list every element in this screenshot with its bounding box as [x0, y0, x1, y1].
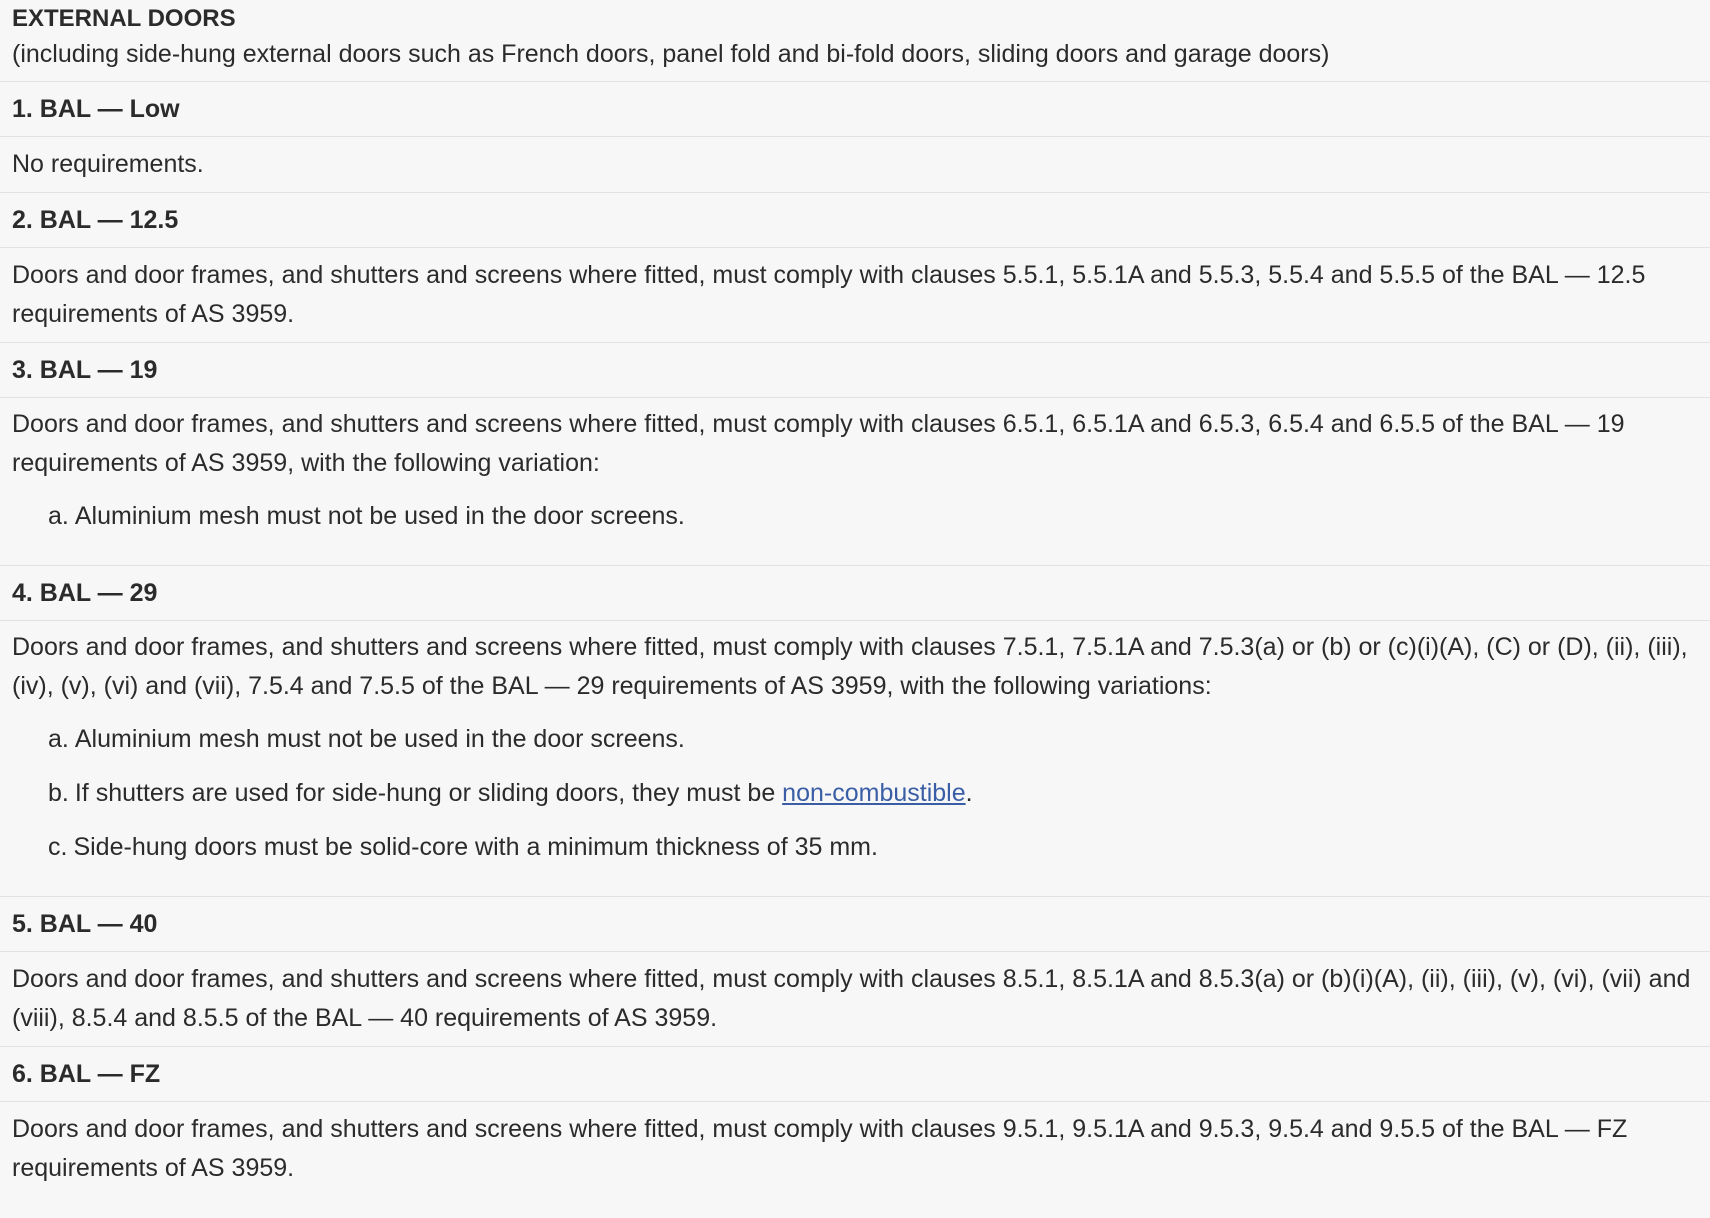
list-item-text: Aluminium mesh must not be used in the door screens.	[74, 502, 685, 530]
section-heading-bal-29: 4. BAL — 29	[0, 566, 1710, 621]
section-body-bal-12-5	[0, 248, 1710, 343]
section-text: Doors and door frames, and shutters and screens where fitted, must comply with clauses 6.5.1, 6.5.1A and 6.5.3, 6.5.4 and 6.5.5 of the BAL — 19 requirements of AS 3959, with the following variation:	[12, 410, 1625, 477]
section-body-bal-19	[0, 398, 1710, 566]
section-text: No requirements.	[12, 150, 204, 178]
section-body-bal-low	[0, 137, 1710, 193]
list-item	[48, 720, 1698, 758]
list-marker: a.	[48, 502, 69, 530]
list-item	[48, 774, 1698, 812]
section-text: Doors and door frames, and shutters and screens where fitted, must comply with clauses 5.5.1, 5.5.1A and 5.5.3, 5.5.4 and 5.5.5 of the BAL — 12.5 requirements of AS 3959.	[12, 261, 1646, 328]
page-title: EXTERNAL DOORS	[12, 5, 236, 32]
section-text: Doors and door frames, and shutters and screens where fitted, must comply with clauses 9.5.1, 9.5.1A and 9.5.3, 9.5.4 and 9.5.5 of the BAL — FZ requirements of AS 3959.	[12, 1115, 1628, 1182]
variation-list	[12, 720, 1698, 866]
list-marker: b.	[48, 779, 69, 807]
list-item	[48, 497, 1698, 535]
list-item	[48, 828, 1698, 866]
title-block	[0, 0, 1710, 82]
section-heading-bal-19: 3. BAL — 19	[0, 343, 1710, 398]
section-body-bal-40	[0, 952, 1710, 1047]
list-item-text-suffix: .	[965, 779, 973, 807]
section-heading-bal-low: 1. BAL — Low	[0, 82, 1710, 137]
section-heading-bal-fz: 6. BAL — FZ	[0, 1047, 1710, 1102]
section-body-bal-29	[0, 621, 1710, 897]
list-item-text: Side-hung doors must be solid-core with a minimum thickness of 35 mm.	[73, 833, 878, 861]
list-item-text: Aluminium mesh must not be used in the door screens.	[74, 725, 685, 753]
list-item-text: If shutters are used for side-hung or sliding doors, they must be	[74, 779, 783, 807]
variation-list	[12, 497, 1698, 535]
section-heading-bal-40: 5. BAL — 40	[0, 897, 1710, 952]
list-marker: c.	[48, 833, 68, 861]
page-subtitle: (including side-hung external doors such as French doors, panel fold and bi-fold doors, sliding doors and garage doors)	[12, 40, 1330, 68]
section-text: Doors and door frames, and shutters and screens where fitted, must comply with clauses 7.5.1, 7.5.1A and 7.5.3(a) or (b) or (c)(i)(A), (C) or (D), (ii), (iii), (iv), (v), (vi) and (vii), 7.5.4 and 7.5.5 of the BAL — 29 requirements of AS 3959, with the following variations:	[12, 633, 1688, 700]
section-text: Doors and door frames, and shutters and screens where fitted, must comply with clauses 8.5.1, 8.5.1A and 8.5.3(a) or (b)(i)(A), (ii), (iii), (v), (vi), (vii) and (viii), 8.5.4 and 8.5.5 of the BAL — 40 requirements of AS 3959.	[12, 965, 1691, 1032]
section-heading-bal-12-5: 2. BAL — 12.5	[0, 193, 1710, 248]
list-marker: a.	[48, 725, 69, 753]
section-body-bal-fz	[0, 1102, 1710, 1196]
non-combustible-link[interactable]: non-combustible	[782, 779, 966, 807]
